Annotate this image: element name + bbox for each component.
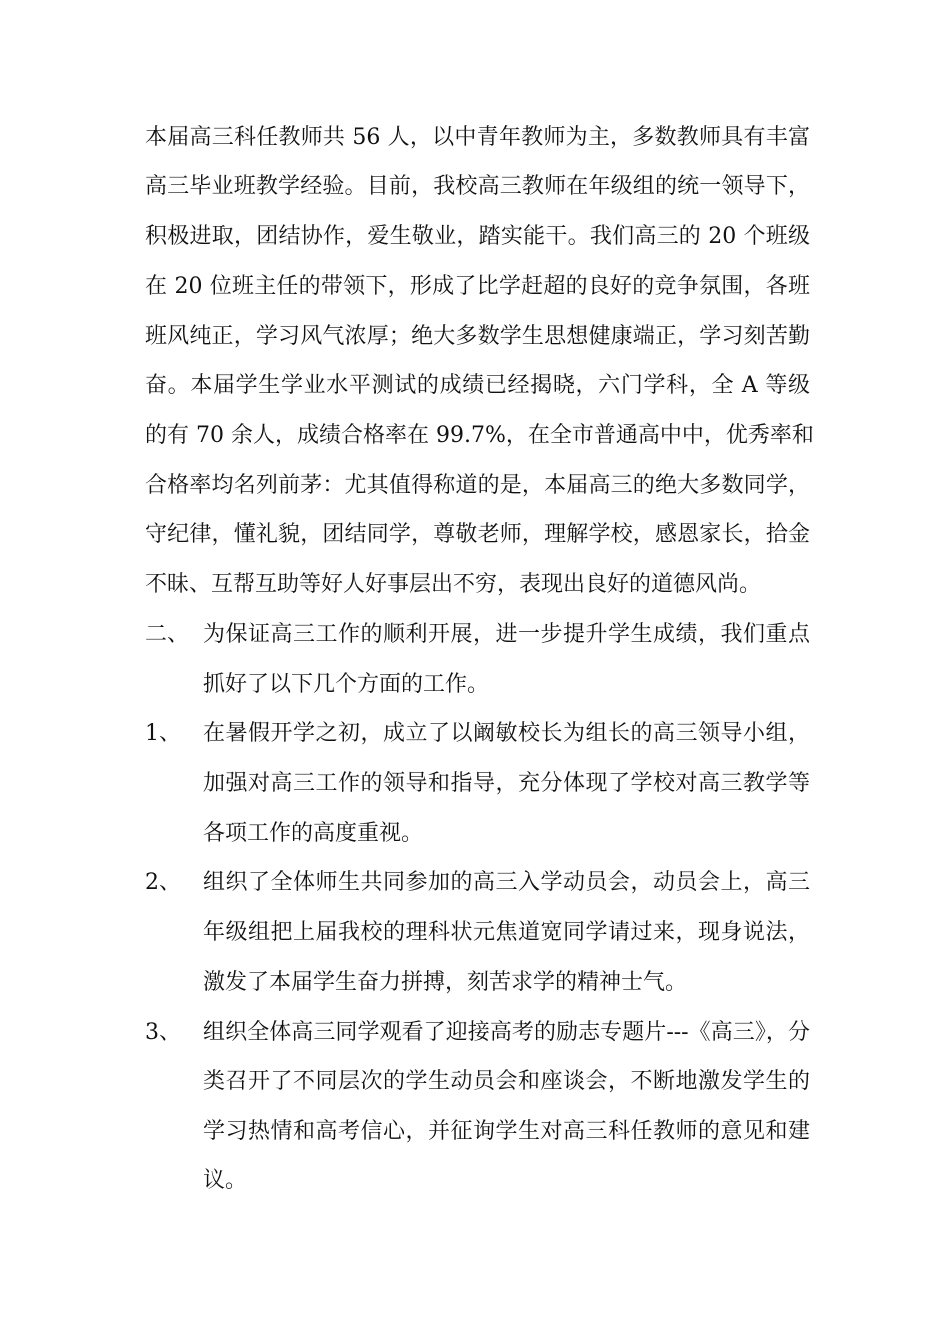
item-line: 在暑假开学之初，成立了以阚敏校长为组长的高三领导小组， (203, 721, 810, 746)
item-marker: 1、 (145, 721, 181, 746)
paragraph-line: 本届高三科任教师共 56 人，以中青年教师为主，多数教师具有丰富 (145, 125, 810, 150)
paragraph-line: 不昧、互帮互助等好人好事层出不穷，表现出良好的道德风尚。 (145, 572, 762, 597)
section-line: 为保证高三工作的顺利开展，进一步提升学生成绩，我们重点 (203, 622, 810, 647)
paragraph-line: 在 20 位班主任的带领下，形成了比学赶超的良好的竞争氛围，各班 (145, 274, 810, 299)
paragraph-line: 奋。本届学生学业水平测试的成绩已经揭晓，六门学科，全 A 等级 (145, 373, 810, 398)
item-line: 议。 (203, 1168, 248, 1193)
item-marker: 2、 (145, 870, 181, 895)
item-line: 组织了全体师生共同参加的高三入学动员会，动员会上，高三 (203, 870, 810, 895)
item-line: 类召开了不同层次的学生动员会和座谈会，不断地激发学生的 (203, 1069, 810, 1094)
paragraph-line: 高三毕业班教学经验。目前，我校高三教师在年级组的统一领导下， (145, 174, 810, 199)
item-line: 激发了本届学生奋力拼搏，刻苦求学的精神士气。 (203, 970, 688, 995)
item-line: 年级组把上届我校的理科状元焦道宽同学请过来，现身说法， (203, 920, 810, 945)
paragraph-line: 班风纯正，学习风气浓厚；绝大多数学生思想健康端正，学习刻苦勤 (145, 324, 810, 349)
item-marker: 3、 (145, 1020, 181, 1045)
paragraph-line: 合格率均名列前茅：尤其值得称道的是，本届高三的绝大多数同学， (145, 473, 810, 498)
paragraph-line: 积极进取，团结协作，爱生敬业，踏实能干。我们高三的 20 个班级 (145, 224, 810, 249)
section-marker: 二、 (145, 622, 190, 647)
item-line: 学习热情和高考信心，并征询学生对高三科任教师的意见和建 (203, 1119, 810, 1144)
item-line: 各项工作的高度重视。 (203, 821, 424, 846)
paragraph-line: 的有 70 余人，成绩合格率在 99.7%，在全市普通高中中，优秀率和 (145, 423, 814, 448)
item-line: 组织全体高三同学观看了迎接高考的励志专题片---《高三》，分 (203, 1020, 810, 1045)
item-line: 加强对高三工作的领导和指导，充分体现了学校对高三教学等 (203, 771, 810, 796)
section-line: 抓好了以下几个方面的工作。 (203, 672, 490, 697)
paragraph-line: 守纪律，懂礼貌，团结同学，尊敬老师，理解学校，感恩家长，拾金 (145, 522, 810, 547)
